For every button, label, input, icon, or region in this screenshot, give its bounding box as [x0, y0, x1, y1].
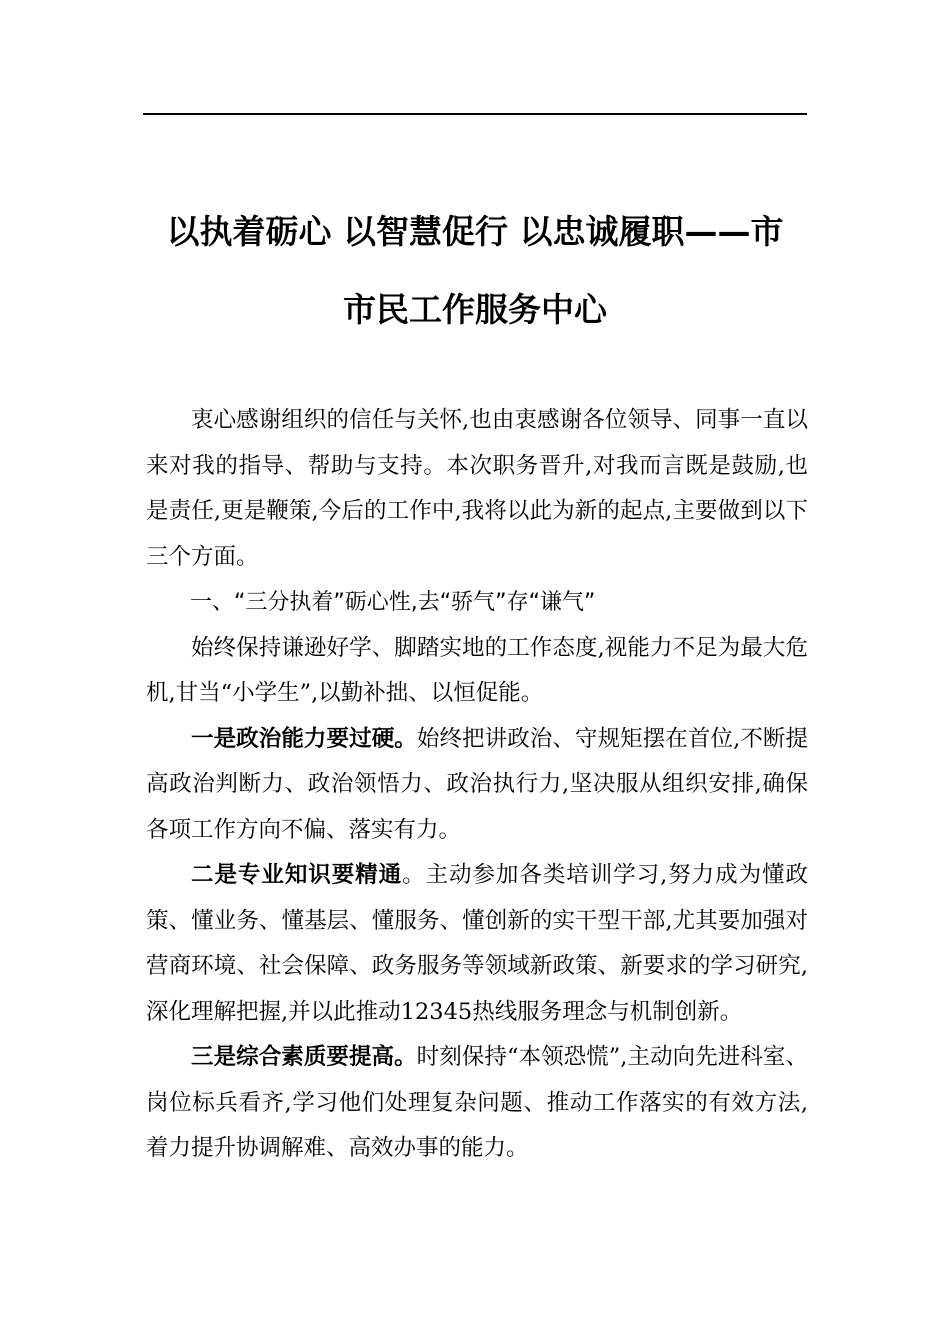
intro-paragraph: 衷心感谢组织的信任与关怀,也由衷感谢各位领导、同事一直以来对我的指导、帮助与支持。本次职务晋升,对我而言既是鼓励,也是责任,更是鞭策,今后的工作中,我将以此为新的起点,主要做到以下三个方面。	[146, 407, 808, 570]
point-3-paragraph	[146, 1035, 808, 1172]
point-3-lead: 三是综合素质要提高。	[191, 1044, 417, 1070]
point-1-paragraph	[146, 717, 808, 854]
title-line-1: 以执着砺心 以智慧促行 以忠诚履职——市	[166, 212, 784, 252]
point-1-lead: 一是政治能力要过硬。	[191, 725, 417, 752]
point-1-text: 始终把讲政治、守规矩摆在首位,不断提高政治判断力、政治领悟力、政治执行力,坚决服从组织安排,确保各项工作方向不偏、落实有力。	[146, 725, 808, 843]
document-title	[143, 210, 807, 332]
header-rule	[143, 113, 807, 115]
title-line-2: 市民工作服务中心	[343, 290, 607, 330]
document-body	[146, 398, 808, 1172]
point-2-text: 。主动参加各类培训学习,努力成为懂政策、懂业务、懂基层、懂服务、懂创新的实干型干部,尤其要加强对营商环境、社会保障、政务服务等领域新政策、新要求的学习研究,深化理解把握,并以此推动12345热线服务理念与机制创新。	[146, 862, 808, 1025]
section-1-heading: 一、“三分执着”砺心性,去“骄气”存“谦气”	[190, 590, 596, 615]
point-3-text: 时刻保持“本领恐慌”,主动向先进科室、岗位标兵看齐,学习他们处理复杂问题、推动工作落实的有效方法,着力提升协调解难、高效办事的能力。	[146, 1044, 808, 1161]
section-1-intro: 始终保持谦逊好学、脚踏实地的工作态度,视能力不足为最大危机,甘当“小学生”,以勤补拙、以恒促能。	[146, 634, 808, 706]
point-2-paragraph	[146, 853, 808, 1035]
point-2-lead: 二是专业知识要精通	[191, 862, 403, 888]
